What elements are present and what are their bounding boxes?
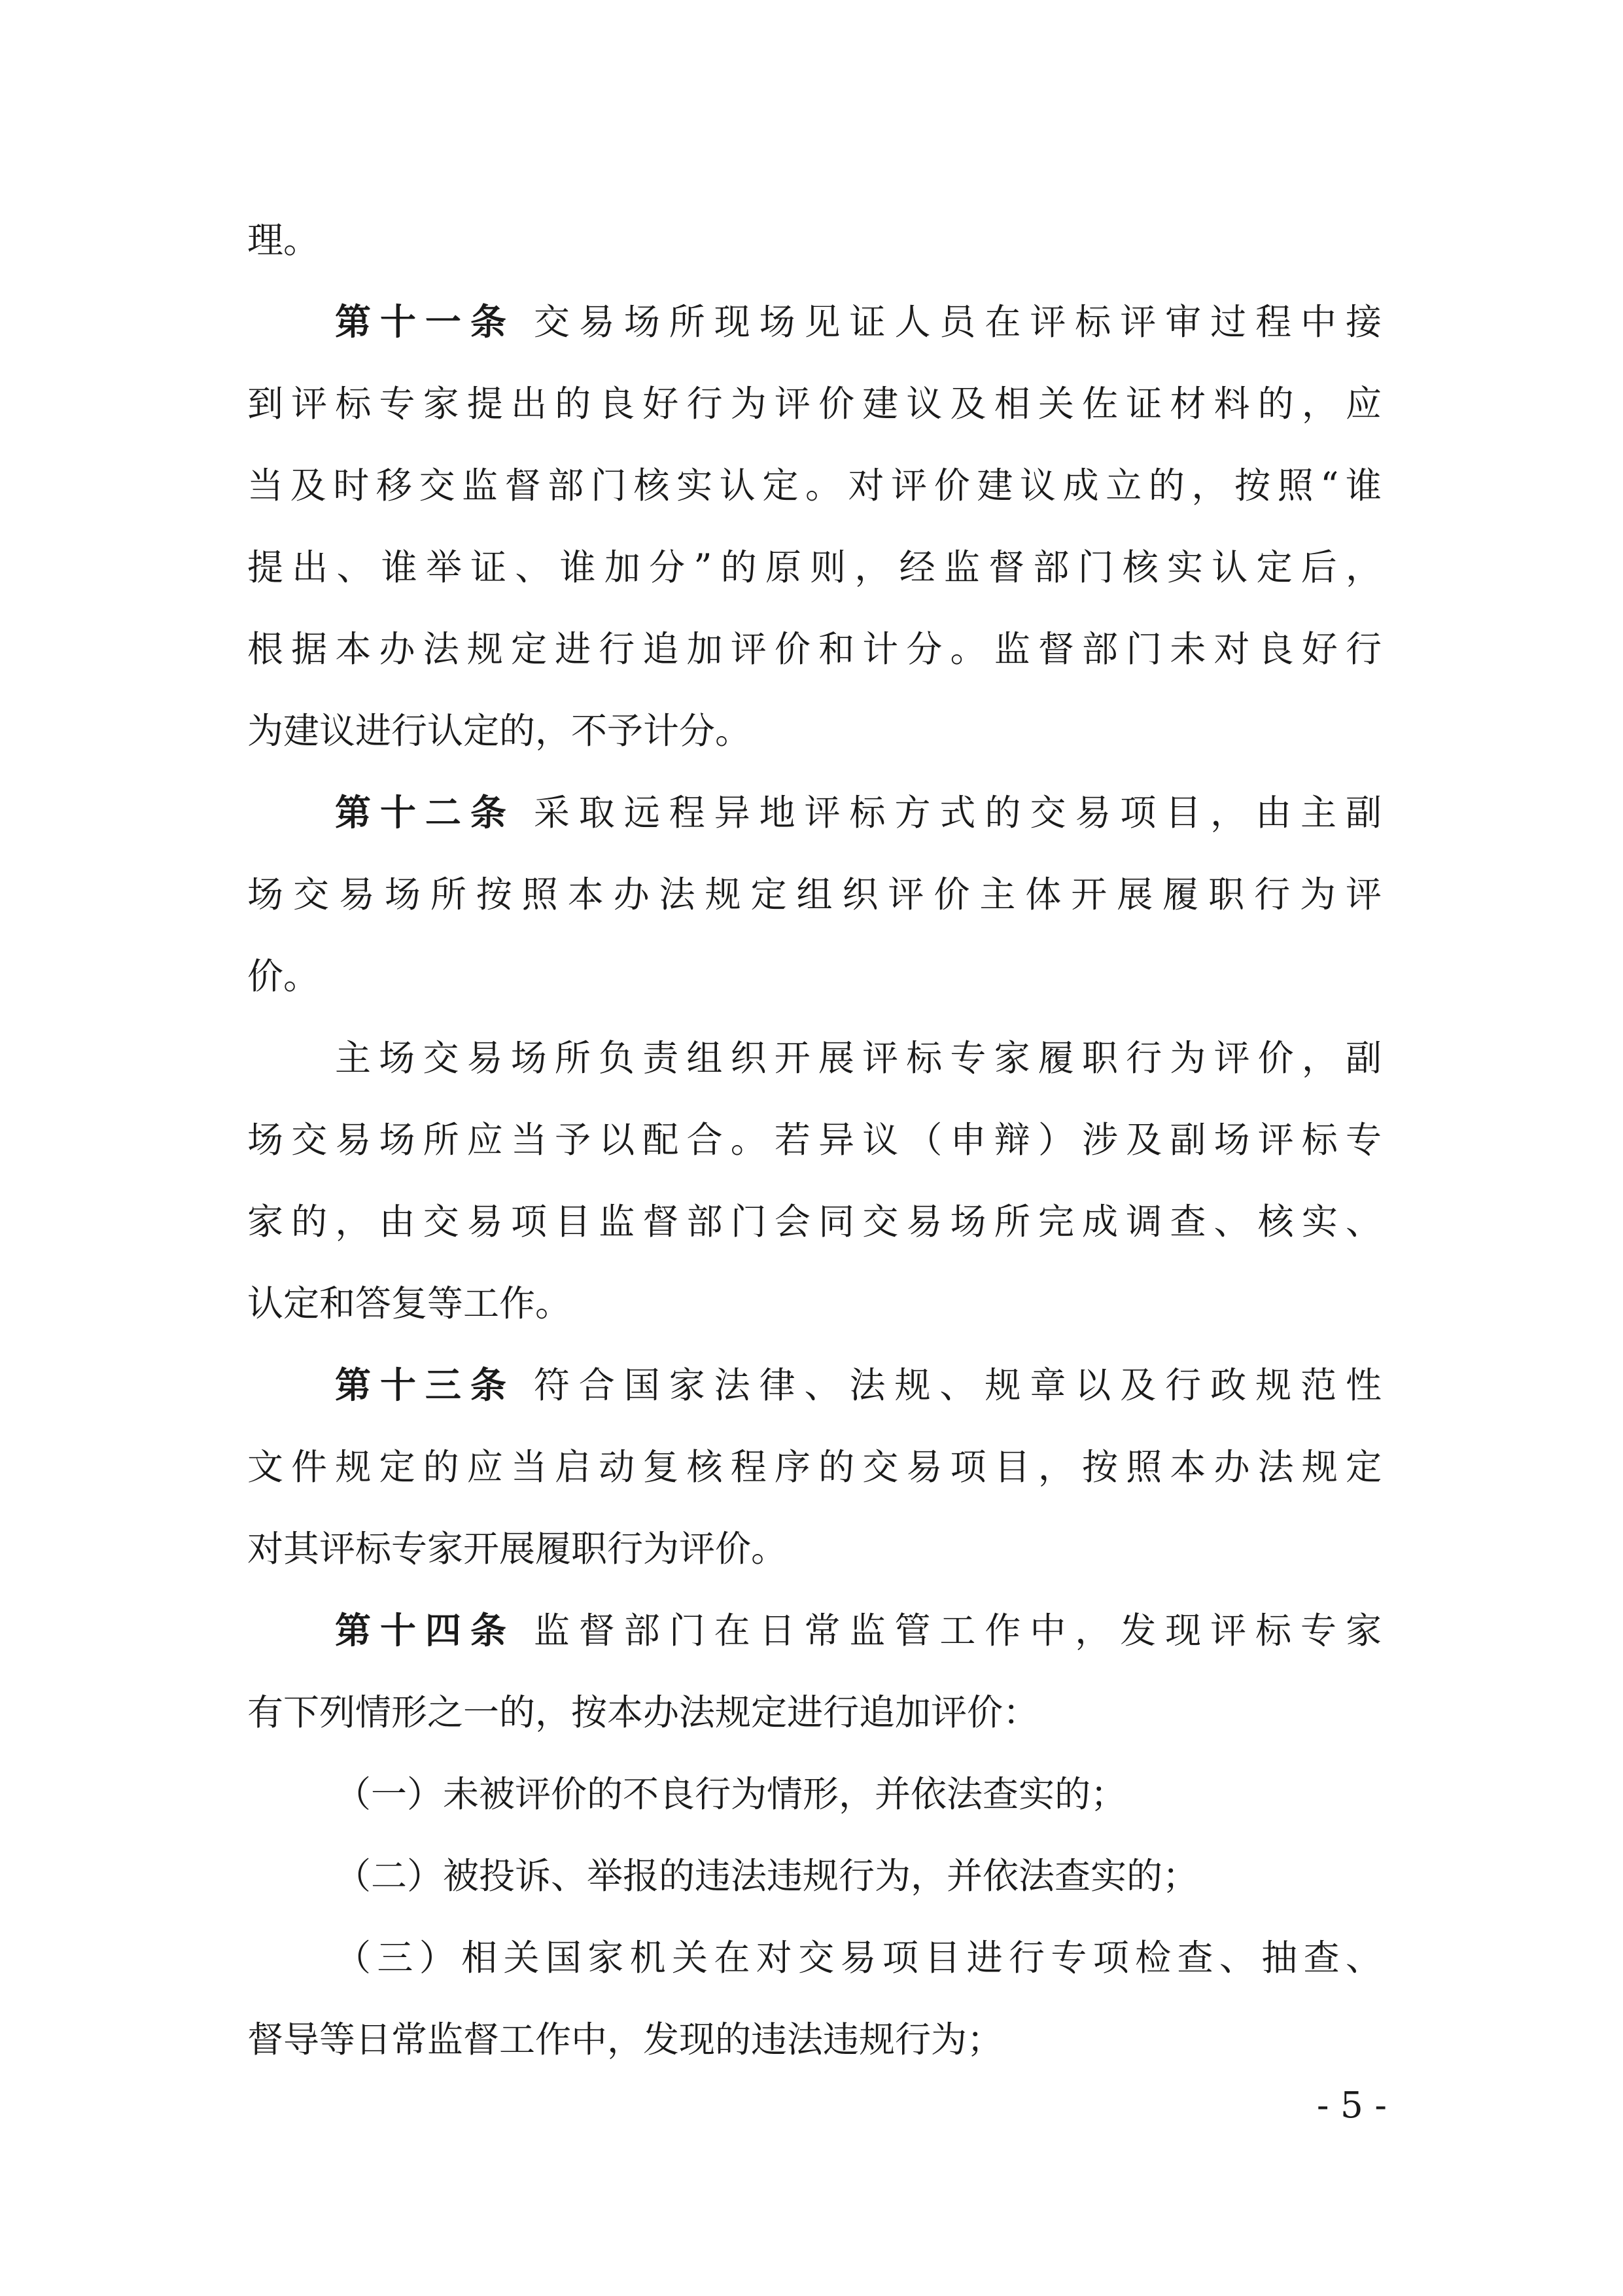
text-line: 到评标专家提出的良好行为评价建议及相关佐证材料的，应 [247,383,1382,425]
list-item-2: （二）被投诉、举报的违法违规行为，并依法查实的； [335,1855,1199,1897]
article-number: 第十二条 [335,792,515,834]
text-line: 文件规定的应当启动复核程序的交易项目，按照本办法规定 [247,1446,1382,1488]
document-body [247,200,1382,2081]
article-14-line-1 [247,1590,1382,1672]
text-line: 根据本办法规定进行追加评价和计分。监督部门未对良好行 [247,628,1382,670]
text-line: 场交易场所按照本办法规定组织评价主体开展履职行为评 [247,874,1382,915]
text-line: 价。 [247,955,320,997]
article-number: 第十三条 [335,1364,515,1406]
article-number: 第十一条 [335,301,515,343]
text-line: 主场交易场所负责组织开展评标专家履职行为评价，副 [335,1037,1382,1079]
text-line: 提出、谁举证、谁加分”的原则，经监督部门核实认定后， [247,546,1382,588]
article-text: 采取远程异地评标方式的交易项目，由主副 [533,792,1382,834]
text-line: 家的，由交易项目监督部门会同交易场所完成调查、核实、 [247,1201,1382,1243]
article-text: 交易场所现场见证人员在评标评审过程中接 [533,301,1382,343]
text-line: 认定和答复等工作。 [247,1282,572,1324]
list-item-1: （一）未被评价的不良行为情形，并依法查实的； [335,1773,1127,1815]
article-11-line-1 [247,281,1382,363]
text-line: 理。 [247,219,320,261]
text-line: 当及时移交监督部门核实认定。对评价建议成立的，按照“谁 [247,465,1382,506]
text-line: 有下列情形之一的，按本办法规定进行追加评价： [247,1691,1039,1733]
article-text: 符合国家法律、法规、规章以及行政规范性 [533,1364,1382,1406]
article-text: 监督部门在日常监管工作中，发现评标专家 [533,1610,1382,1651]
list-item-3: （三）相关国家机关在对交易项目进行专项检查、抽查、 [335,1937,1382,1979]
article-number: 第十四条 [335,1610,515,1651]
text-line: 对其评标专家开展履职行为评价。 [247,1528,788,1570]
article-13-line-1 [247,1345,1382,1426]
text-line: 场交易场所应当予以配合。若异议（申辩）涉及副场评标专 [247,1119,1382,1161]
text-line: 督导等日常监督工作中，发现的违法违规行为； [247,2019,1003,2060]
article-12-line-1 [247,772,1382,854]
page-number: - 5 - [1316,2084,1387,2126]
text-line: 为建议进行认定的，不予计分。 [247,710,752,752]
